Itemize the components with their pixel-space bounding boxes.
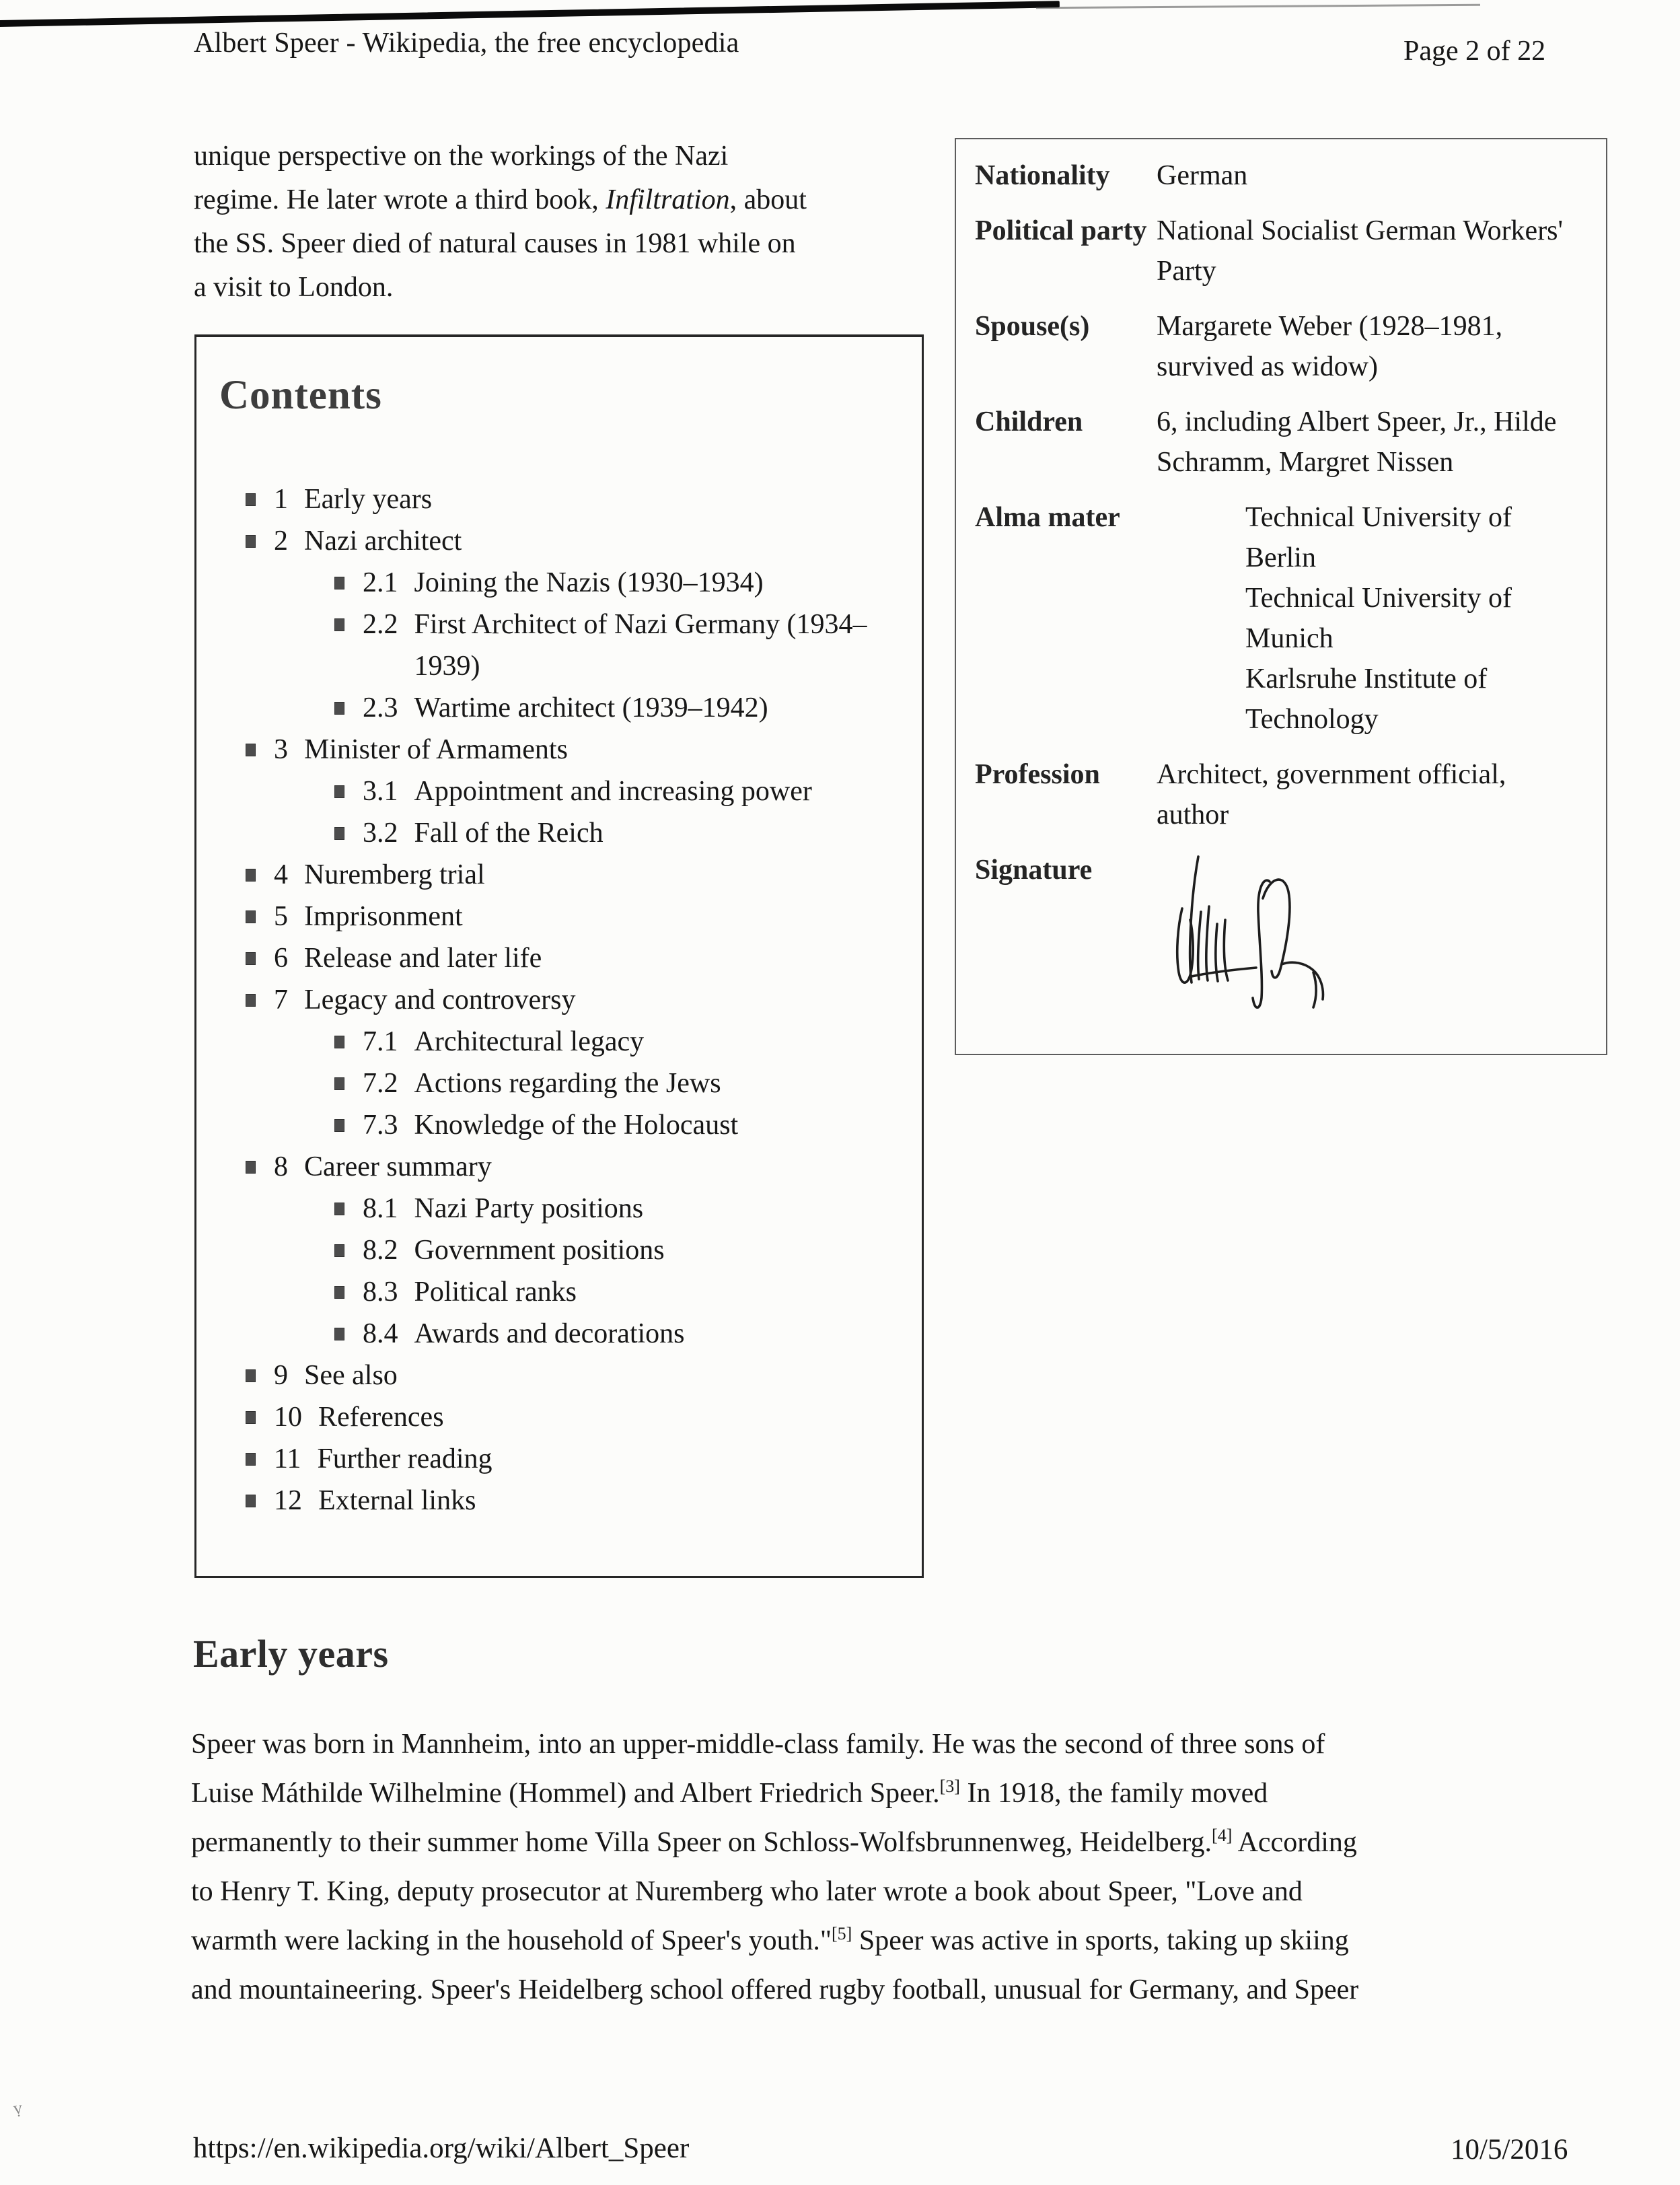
infobox-row-political-party: [975, 211, 1588, 291]
toc-item-label: Appointment and increasing power: [414, 776, 812, 807]
toc-item-label: Minister of Armaments: [304, 734, 568, 765]
infobox-value-line: Karlsruhe Institute of: [1245, 664, 1488, 694]
toc-item-4: [246, 854, 903, 896]
toc-item-2.2: [246, 604, 903, 687]
infobox-row-children: [975, 402, 1588, 482]
square-bullet-icon: [246, 911, 255, 923]
square-bullet-icon: [335, 1203, 344, 1215]
toc-item-8.2: [246, 1229, 903, 1271]
toc-item-label: First Architect of Nazi Germany (1934–1939): [414, 609, 867, 682]
toc-item-2: [246, 520, 903, 562]
section-heading-early-years: Early years: [193, 1632, 389, 1676]
toc-item-number: 4: [274, 859, 288, 890]
toc-item-number: 2.2: [363, 609, 398, 640]
toc-item-label: Early years: [304, 484, 433, 515]
toc-item-7.3: [246, 1104, 903, 1146]
infobox-label: Spouse(s): [975, 311, 1090, 342]
infobox-row-signature: [975, 850, 1588, 1024]
infobox-value-line: Technical University of: [1245, 583, 1512, 614]
square-bullet-icon: [246, 1370, 255, 1382]
toc-item-number: 7.2: [363, 1068, 398, 1099]
toc-item-3.1: [246, 771, 903, 812]
signature-holder: [1157, 845, 1588, 1024]
infobox: [955, 138, 1607, 1055]
pen-mark-artifact: ṿ: [11, 2098, 24, 2118]
square-bullet-icon: [335, 828, 344, 839]
toc-item-number: 7.3: [363, 1110, 398, 1141]
toc-item-label: Career summary: [304, 1151, 492, 1182]
toc-item-8.1: [246, 1188, 903, 1229]
infobox-value-line: Berlin: [1245, 542, 1316, 573]
toc-item-2.3: [246, 687, 903, 729]
infobox-value: [1157, 402, 1588, 482]
toc-item-10: [246, 1396, 903, 1438]
toc-item-8: [246, 1146, 903, 1188]
toc-item-1: [246, 478, 903, 520]
square-bullet-icon: [335, 1078, 344, 1089]
infobox-value-line: Munich: [1245, 623, 1334, 654]
toc-item-label: Government positions: [414, 1235, 665, 1266]
infobox-value-line: Technical University of: [1245, 502, 1512, 533]
toc-item-8.3: [246, 1271, 903, 1313]
toc-item-number: 8.3: [363, 1277, 398, 1308]
toc-item-label: External links: [318, 1485, 476, 1516]
toc-item-3.2: [246, 812, 903, 854]
paragraph-line: permanently to their summer home Villa Speer on Schloss-Wolfsbrunnenweg, Heidelberg.[4] According: [191, 1826, 1357, 1858]
toc-item-number: 7.1: [363, 1026, 398, 1057]
contents-title: Contents: [219, 373, 382, 418]
infobox-label: Political party: [975, 215, 1147, 246]
table-of-contents: [196, 478, 922, 1521]
paragraph-line: Luise Máthilde Wilhelmine (Hommel) and Albert Friedrich Speer.[3] In 1918, the family moved: [191, 1777, 1268, 1809]
toc-item-number: 2: [274, 526, 288, 557]
toc-item-label: Legacy and controversy: [304, 984, 576, 1015]
infobox-label: Profession: [975, 759, 1100, 790]
intro-paragraph: [194, 135, 807, 310]
toc-item-3: [246, 729, 903, 771]
toc-item-number: 6: [274, 943, 288, 974]
toc-item-label: Architectural legacy: [414, 1026, 645, 1057]
toc-item-label: Nuremberg trial: [304, 859, 485, 890]
infobox-value-line: survived as widow): [1157, 351, 1378, 382]
early-years-paragraph: [191, 1720, 1358, 2015]
paragraph-line: warmth were lacking in the household of Speer's youth."[5] Speer was active in sports, taking up skiing: [191, 1924, 1349, 1956]
toc-item-number: 3: [274, 734, 288, 765]
toc-item-8.4: [246, 1313, 903, 1355]
toc-item-number: 1: [274, 484, 288, 515]
square-bullet-icon: [246, 536, 255, 547]
infobox-value-line: Margarete Weber (1928–1981,: [1157, 311, 1503, 342]
square-bullet-icon: [246, 1454, 255, 1465]
toc-item-label: Imprisonment: [304, 901, 463, 932]
toc-item-number: 8.4: [363, 1318, 398, 1349]
toc-item-label: See also: [304, 1360, 398, 1391]
square-bullet-icon: [335, 1120, 344, 1131]
print-header-title: Albert Speer - Wikipedia, the free encyclopedia: [194, 28, 739, 59]
toc-item-9: [246, 1355, 903, 1396]
square-bullet-icon: [335, 1328, 344, 1340]
toc-item-label: Actions regarding the Jews: [414, 1068, 721, 1099]
toc-item-number: 11: [274, 1443, 301, 1474]
toc-item-number: 9: [274, 1360, 288, 1391]
paragraph-line: regime. He later wrote a third book, Infiltration, about: [194, 184, 807, 215]
toc-item-5: [246, 896, 903, 937]
toc-item-number: 3.2: [363, 818, 398, 849]
print-footer-url: https://en.wikipedia.org/wiki/Albert_Speer: [193, 2133, 690, 2164]
toc-item-label: Wartime architect (1939–1942): [414, 692, 768, 723]
infobox-value-line: National Socialist German Workers': [1157, 215, 1564, 246]
infobox-value-line: Schramm, Margret Nissen: [1157, 447, 1454, 478]
infobox-value-line: 6, including Albert Speer, Jr., Hilde: [1157, 406, 1557, 437]
paragraph-line: and mountaineering. Speer's Heidelberg school offered rugby football, unusual for Germany, and Speer: [191, 1974, 1359, 2005]
square-bullet-icon: [335, 1245, 344, 1256]
toc-item-number: 10: [274, 1402, 302, 1433]
square-bullet-icon: [246, 953, 255, 964]
infobox-value-line: Technology: [1245, 704, 1379, 735]
print-header-page-number: Page 2 of 22: [1403, 36, 1546, 67]
square-bullet-icon: [335, 703, 344, 714]
square-bullet-icon: [335, 577, 344, 589]
paragraph-line: a visit to London.: [194, 272, 394, 303]
square-bullet-icon: [246, 1412, 255, 1423]
infobox-row-alma-mater: [975, 497, 1588, 740]
toc-item-7.1: [246, 1021, 903, 1063]
infobox-row-profession: [975, 754, 1588, 835]
toc-item-label: Political ranks: [414, 1277, 577, 1308]
paragraph-line: unique perspective on the workings of the Nazi: [194, 141, 729, 172]
infobox-value-line: Architect, government official,: [1157, 759, 1506, 790]
contents-box: [194, 334, 924, 1578]
toc-item-11: [246, 1438, 903, 1480]
square-bullet-icon: [335, 786, 344, 797]
square-bullet-icon: [246, 1161, 255, 1173]
toc-item-6: [246, 937, 903, 979]
toc-item-label: Nazi architect: [304, 526, 462, 557]
toc-item-label: Awards and decorations: [414, 1318, 685, 1349]
infobox-value: [1157, 211, 1588, 291]
infobox-row-spouse-s: [975, 306, 1588, 387]
toc-item-label: Release and later life: [304, 943, 542, 974]
scanner-edge-artifact: [0, 1, 1060, 28]
infobox-value-line: German: [1157, 160, 1248, 191]
infobox-label: Nationality: [975, 160, 1110, 191]
toc-item-number: 2.1: [363, 567, 398, 598]
infobox-value: [1157, 497, 1588, 740]
toc-item-number: 2.3: [363, 692, 398, 723]
toc-item-label: Nazi Party positions: [414, 1193, 644, 1224]
toc-item-label: Joining the Nazis (1930–1934): [414, 567, 764, 598]
toc-item-label: References: [318, 1402, 444, 1433]
infobox-value-line: Party: [1157, 256, 1216, 287]
toc-item-number: 7: [274, 984, 288, 1015]
square-bullet-icon: [335, 619, 344, 631]
infobox-row-nationality: [975, 155, 1588, 196]
toc-item-12: [246, 1480, 903, 1521]
toc-item-label: Further reading: [317, 1443, 492, 1474]
paragraph-line: to Henry T. King, deputy prosecutor at Nuremberg who later wrote a book about Speer, "Love and: [191, 1876, 1303, 1907]
infobox-label: Children: [975, 406, 1083, 437]
toc-item-7: [246, 979, 903, 1021]
infobox-value: [1157, 306, 1588, 387]
infobox-value-line: author: [1157, 799, 1229, 830]
paragraph-line: Speer was born in Mannheim, into an upper-middle-class family. He was the second of three sons of: [191, 1729, 1325, 1760]
infobox-value: [1157, 155, 1588, 196]
square-bullet-icon: [335, 1287, 344, 1298]
square-bullet-icon: [246, 494, 255, 505]
infobox-label: Signature: [975, 855, 1093, 886]
toc-item-number: 3.1: [363, 776, 398, 807]
toc-item-number: 8.2: [363, 1235, 398, 1266]
toc-item-2.1: [246, 562, 903, 604]
square-bullet-icon: [246, 1495, 255, 1507]
toc-item-number: 12: [274, 1485, 302, 1516]
square-bullet-icon: [246, 744, 255, 756]
square-bullet-icon: [335, 1036, 344, 1048]
infobox-label: Alma mater: [975, 502, 1120, 533]
toc-item-7.2: [246, 1063, 903, 1104]
scanner-edge-artifact-faint: [1036, 4, 1480, 9]
paragraph-line: the SS. Speer died of natural causes in 1981 while on: [194, 228, 796, 259]
toc-item-label: Fall of the Reich: [414, 818, 604, 849]
toc-item-number: 8.1: [363, 1193, 398, 1224]
toc-item-label: Knowledge of the Holocaust: [414, 1110, 739, 1141]
print-footer-date: 10/5/2016: [1451, 2134, 1568, 2165]
square-bullet-icon: [246, 995, 255, 1006]
signature-image: [1157, 845, 1379, 1013]
infobox-value: [1157, 754, 1588, 835]
toc-item-number: 5: [274, 901, 288, 932]
toc-item-number: 8: [274, 1151, 288, 1182]
square-bullet-icon: [246, 869, 255, 881]
infobox-value: [1157, 850, 1588, 1024]
